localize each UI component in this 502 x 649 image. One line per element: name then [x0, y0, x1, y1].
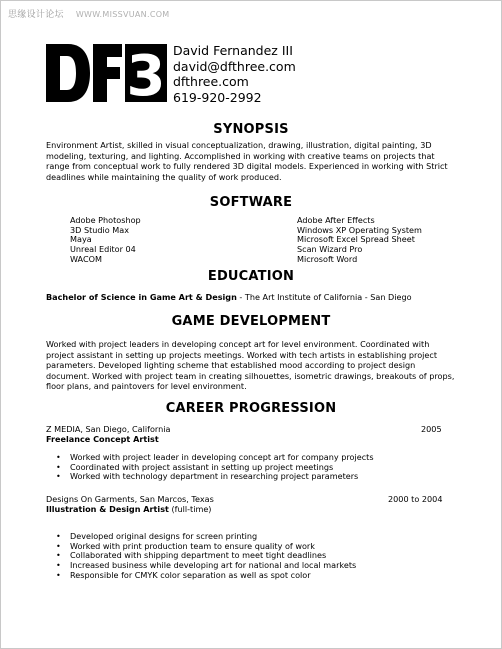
- career-heading: CAREER PROGRESSION: [165, 401, 337, 416]
- software-item: Unreal Editor 04: [70, 244, 136, 255]
- software-item: Microsoft Excel Spread Sheet: [297, 234, 415, 245]
- job-title-note: (full-time): [168, 504, 212, 514]
- list-item: • Increased business while developing art for national and local markets: [56, 561, 356, 571]
- software-item: Maya: [70, 234, 92, 245]
- job-bullets: [56, 532, 356, 581]
- software-heading: SOFTWARE: [209, 195, 293, 210]
- contact-phone: 619-920-2992: [173, 89, 262, 105]
- contact-email: david@dfthree.com: [173, 58, 296, 74]
- watermark: [8, 7, 170, 20]
- list-item: • Worked with technology department in researching project parameters: [56, 472, 374, 482]
- list-item: • Coordinated with project assistant in setting up project meetings: [56, 463, 374, 473]
- software-item: Adobe Photoshop: [70, 215, 141, 225]
- synopsis-heading: SYNOPSIS: [213, 122, 289, 137]
- list-item: • Worked with print production team to ensure quality of work: [56, 542, 356, 552]
- list-item: • Collaborated with shipping department to meet tight deadlines: [56, 551, 356, 561]
- synopsis-text: Environment Artist, skilled in visual conceptualization, drawing, illustration, digital painting, 3D modeling, texturing, and lighting. Accomplished in working with creative teams on projects that range from conceptual work to fully rendered 3D digital models. Experienced in working with Strict deadlines while maintaining the quality of work produced.: [46, 140, 448, 182]
- job-title: [46, 434, 159, 444]
- contact-name: David Fernandez III: [173, 43, 293, 58]
- job-company: Designs On Garments, San Marcos, Texas: [46, 494, 214, 504]
- software-list-right: [297, 216, 422, 265]
- software-item: Adobe After Effects: [297, 215, 375, 225]
- game-development-heading: GAME DEVELOPMENT: [171, 314, 331, 329]
- education-school: - The Art Institute of California - San Diego: [236, 292, 412, 302]
- software-item: 3D Studio Max: [70, 224, 130, 235]
- watermark-site-name: 思缘设计论坛: [8, 10, 64, 20]
- job-date: 2000 to 2004: [388, 494, 443, 504]
- job-title: [46, 504, 211, 514]
- contact-block: [173, 43, 296, 105]
- education-degree: Bachelor of Science in Game Art & Design: [46, 292, 237, 302]
- software-item: Microsoft Word: [297, 253, 358, 264]
- contact-website: dfthree.com: [173, 74, 249, 90]
- df3-logo: [46, 42, 174, 104]
- game-development-text: Worked with project leaders in developing concept art for level environment. Coordinated with project assistant in setting up projects meetings. Worked with tech artists in establishing project parameters. Developed lighting scheme that established mood according to project design document. Worked with project team in creating silhouettes, isometric drawings, breakouts of props, floor plans, and paintovers for level environment.: [46, 339, 455, 392]
- software-item: Windows XP Operating System: [297, 224, 422, 235]
- education-heading: EDUCATION: [207, 269, 295, 284]
- software-list-left: [70, 216, 141, 265]
- job-title-text: Illustration & Design Artist: [46, 504, 169, 514]
- education-entry: [46, 292, 412, 302]
- job-date: 2005: [421, 424, 442, 434]
- list-item: • Responsible for CMYK color separation as well as spot color: [56, 571, 356, 581]
- software-item: Scan Wizard Pro: [297, 244, 363, 255]
- job-bullets: [56, 453, 374, 482]
- job-company: Z MEDIA, San Diego, California: [46, 424, 171, 434]
- list-item: • Developed original designs for screen printing: [56, 532, 356, 542]
- svg-text:3: 3: [126, 44, 166, 104]
- job-title-text: Freelance Concept Artist: [46, 434, 159, 444]
- watermark-url: WWW.MISSVUAN.COM: [75, 10, 170, 19]
- list-item: • Worked with project leader in developing concept art for company projects: [56, 453, 374, 463]
- software-item: WACOM: [70, 253, 102, 264]
